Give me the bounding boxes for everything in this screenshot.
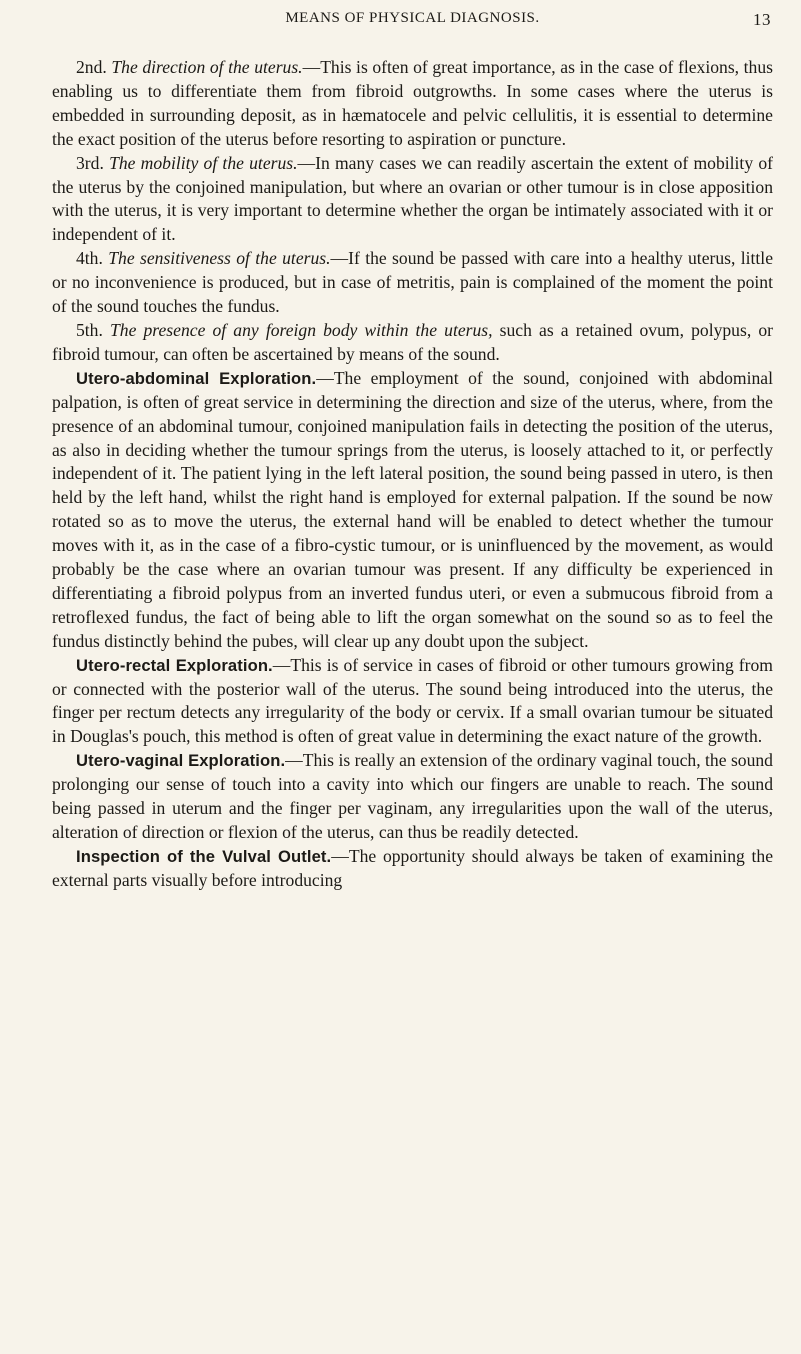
section-heading: Utero-abdominal Exploration. (76, 368, 317, 388)
section-heading: Utero-vaginal Exploration. (76, 751, 286, 771)
paragraph-vulval-outlet (52, 845, 773, 893)
paragraph-direction (52, 56, 773, 152)
paragraph-text: —If the sound be passed with care into a healthy uterus, little or no inconvenience is produced, but in case of metritis, pain is complained of the moment the point of the sound touches the fundus. (52, 248, 774, 317)
running-head (52, 10, 773, 36)
section-heading: Utero-rectal Exploration. (76, 655, 273, 675)
paragraph-text: —In many cases we can readily ascertain the extent of mobility of the uterus by the conjoined manipulation, but where an ovarian or other tumour is in close apposition with the uterus, it is very important to determine whether the organ be intimately associated with it or independent of it. (52, 152, 773, 245)
paragraph-text: —The employment of the sound, conjoined with abdominal palpation, is often of great service in determining the direction and size of the uterus, where, from the presence of an abdominal tumour, conjoined manipulation fails in detecting the position of the uterus, as also in deciding whether the tumour springs from the uterus, is loosely attached to it, or perfectly independent of it. The patient lying in the left lateral position, the sound being passed in utero, is then held by the left hand, whilst the right hand is employed for external palpation. If the sound be now rotated so as to move the uterus, the external hand will be enabled to detect whether the tumour moves with it, as in the case of a fibro-cystic tumour, or is uninfluenced by the movement, as would probably be the case where an ovarian tumour was present. If any difficulty be experienced in differentiating a fibroid polypus from an inverted fundus uteri, or even a submucous fibroid from a retroflexed fundus, the fact of being able to lift the organ somewhat on the sound so as to feel the fundus distinctly behind the pubes, will clear up any doubt upon the subject. (52, 367, 773, 651)
ordinal: 5th. (76, 319, 110, 340)
paragraph-utero-rectal (52, 654, 773, 750)
paragraph-mobility (52, 152, 773, 248)
section-heading: Inspection of the Vulval Outlet. (76, 846, 332, 866)
paragraph-heading: The presence of any foreign body within the uterus, (110, 319, 493, 340)
ordinal: 4th. (76, 248, 109, 269)
body-text (52, 56, 773, 893)
paragraph-text: such as a retained ovum, polypus, or fibroid tumour, can often be ascertained by means of the sound. (52, 319, 773, 364)
paragraph-sensitiveness (52, 247, 773, 319)
paragraph-heading: The mobility of the uterus. (109, 152, 298, 173)
ordinal: 2nd. (76, 57, 112, 77)
paragraph-utero-abdominal (52, 367, 773, 654)
paragraph-foreign-body (52, 319, 773, 367)
paragraph-text: —The opportunity should always be taken of examining the external parts visually before introducing (52, 845, 773, 890)
page-number: 13 (753, 10, 771, 29)
running-head-title: MEANS OF PHYSICAL DIAGNOSIS. (285, 10, 540, 26)
paragraph-heading: The direction of the uterus. (111, 57, 303, 77)
paragraph-text: —This is of service in cases of fibroid or other tumours growing from or connected with the posterior wall of the uterus. The sound being introduced into the uterus, the finger per rectum detects any irregularity of the body or cervix. If a small ovarian tumour be situated in Douglas's pouch, this method is often of great value in determining the exact nature of the growth. (52, 654, 773, 747)
paragraph-utero-vaginal (52, 749, 773, 845)
ordinal: 3rd. (76, 152, 110, 173)
paragraph-heading: The sensitiveness of the uterus. (108, 248, 331, 269)
paragraph-text: —This is really an extension of the ordinary vaginal touch, the sound prolonging our sense of touch into a cavity into which our fingers are unable to reach. The sound being passed in uterum and the finger per vaginam, any irregularities upon the wall of the uterus, alteration of direction or flexion of the uterus, can thus be readily detected. (52, 750, 773, 842)
paragraph-text: —This is often of great importance, as in the case of flexions, thus enabling us to differentiate them from fibroid outgrowths. In some cases where the uterus is embedded in surrounding deposit, as in hæmatocele and pelvic cellulitis, it is essential to determine the exact position of the uterus before resorting to aspiration or puncture. (52, 57, 773, 149)
